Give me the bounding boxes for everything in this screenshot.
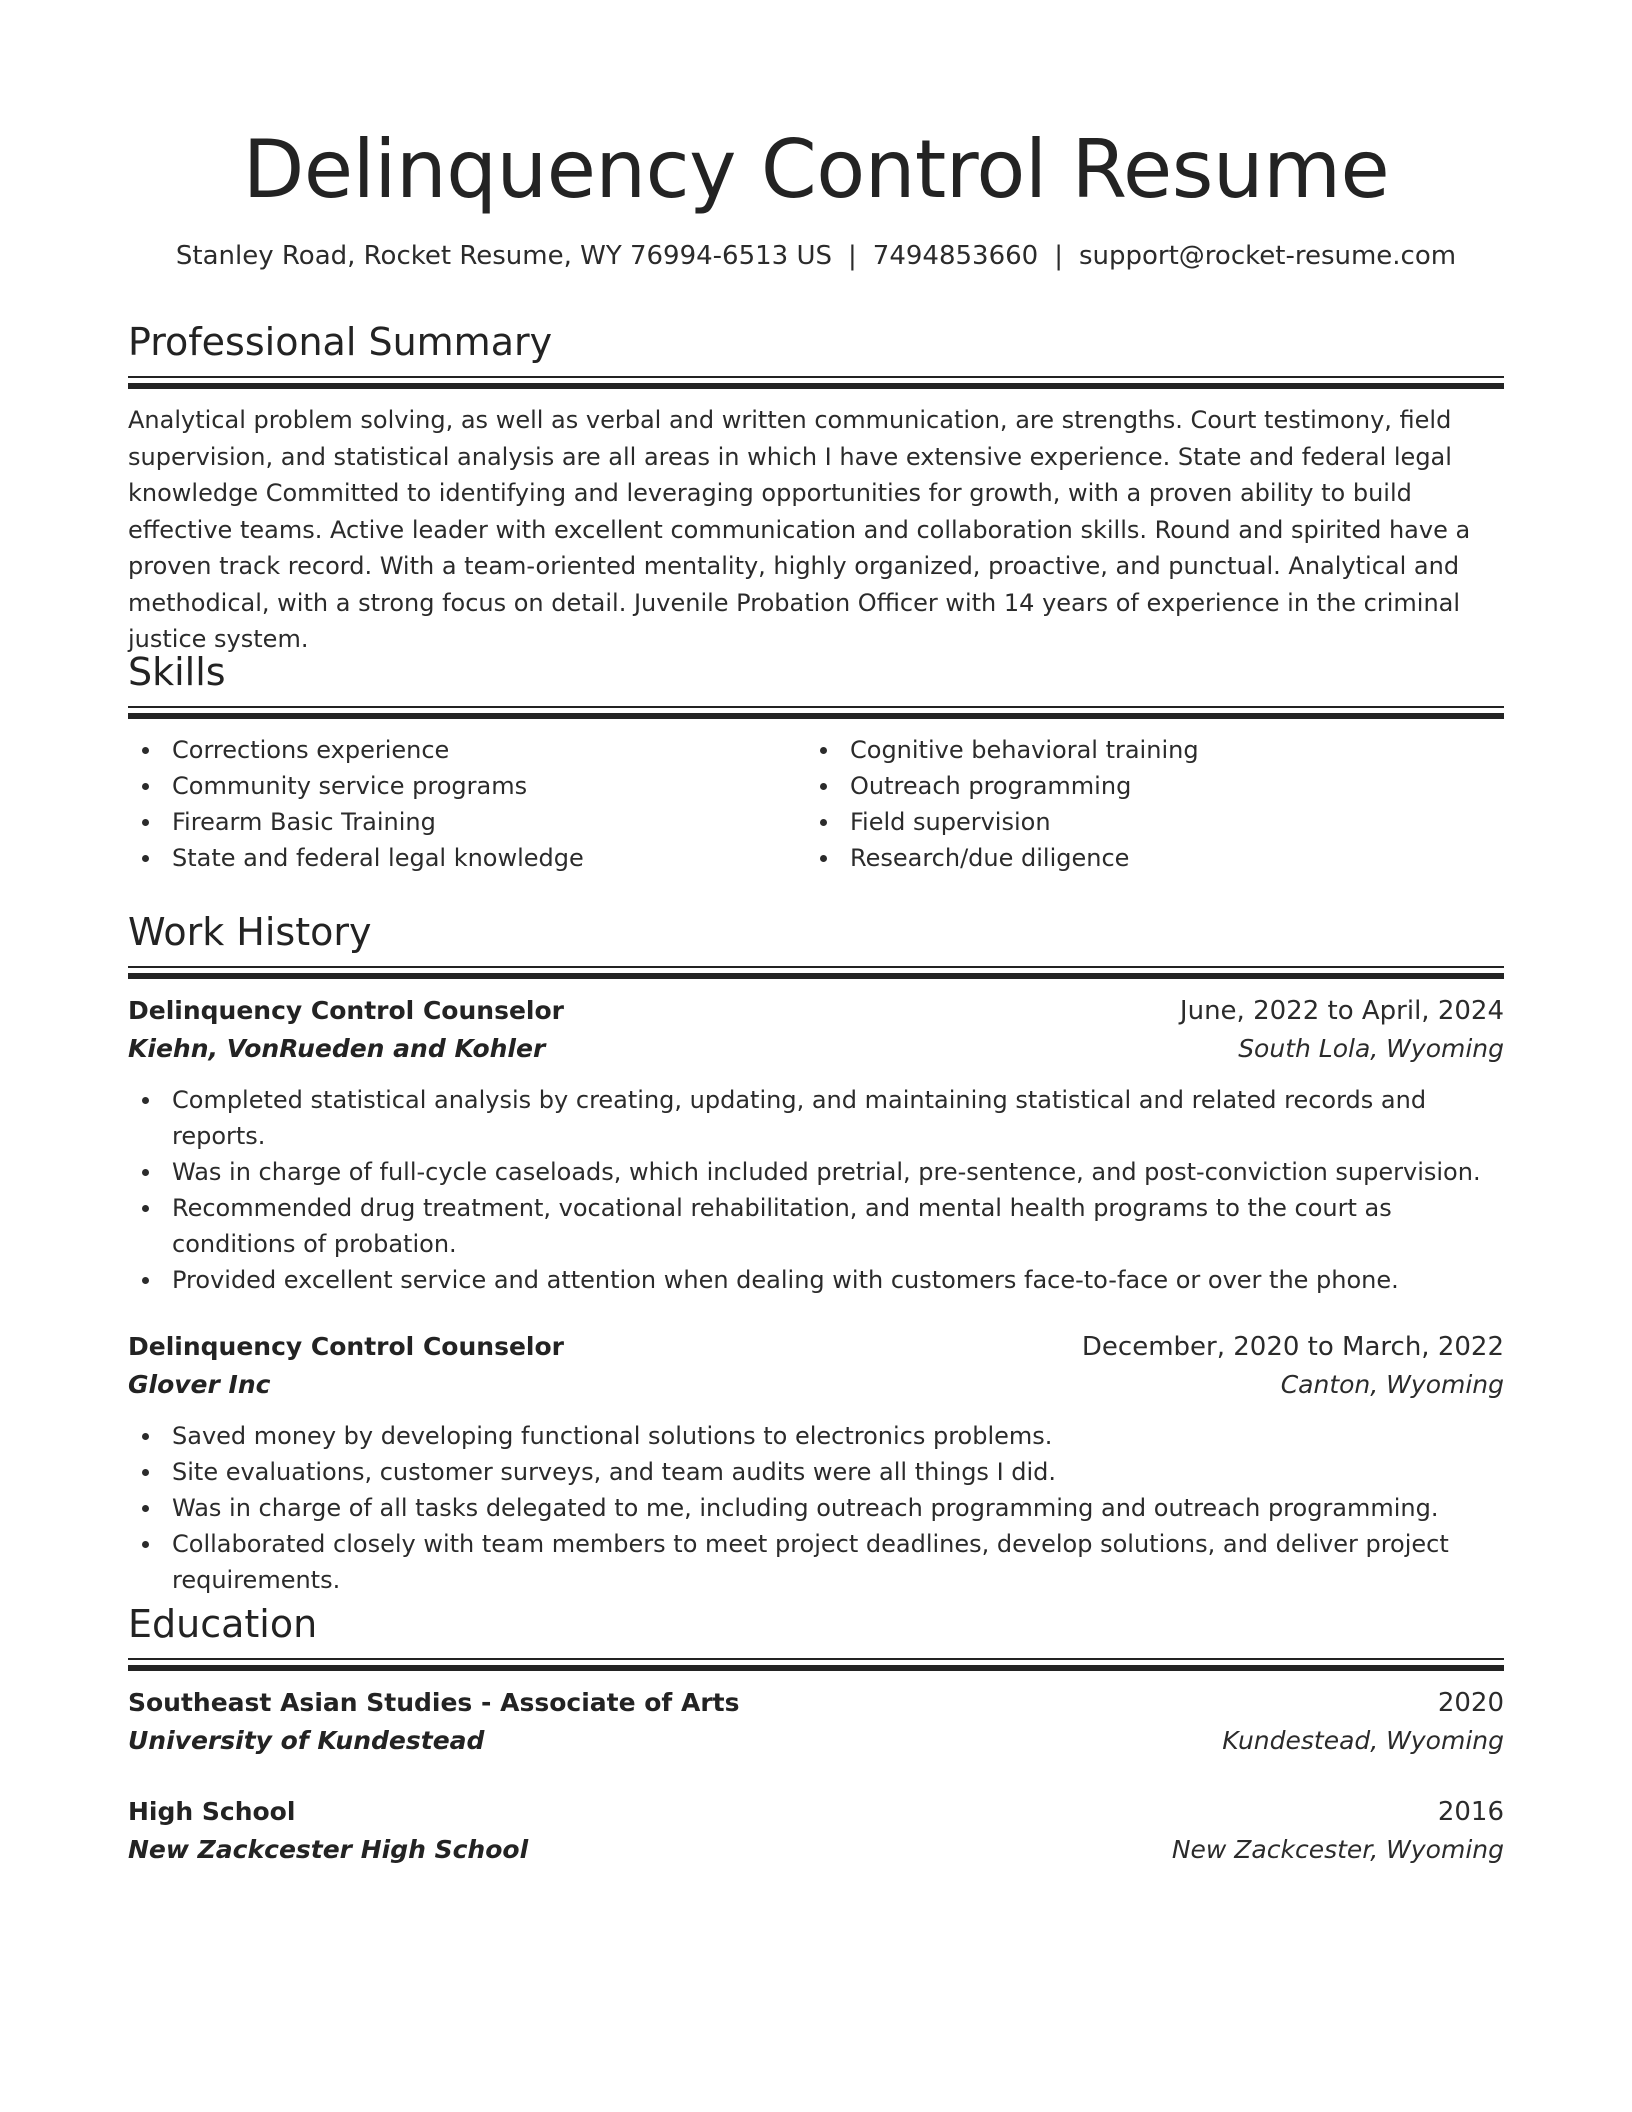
summary-section — [128, 318, 1504, 658]
contact-line — [128, 238, 1504, 274]
section-heading-summary: Professional Summary — [128, 320, 553, 364]
job-company: Kiehn, VonRueden and Kohler — [128, 1034, 546, 1063]
section-divider — [128, 1658, 1504, 1670]
education-section — [128, 1600, 1504, 1869]
section-divider — [128, 376, 1504, 388]
skill-item: Outreach programming — [806, 768, 1484, 804]
education-school: University of Kundestead — [128, 1726, 485, 1755]
education-year: 2016 — [1437, 1797, 1504, 1827]
education-school: New Zackcester High School — [128, 1835, 529, 1864]
job-bullet: Saved money by developing functional solutions to electronics problems. — [128, 1418, 1504, 1454]
job-bullet: Site evaluations, customer surveys, and team audits were all things I did. — [128, 1454, 1504, 1490]
skill-item: State and federal legal knowledge — [128, 840, 806, 876]
job-bullets — [128, 1418, 1504, 1598]
education-school-row — [128, 1722, 1504, 1760]
job-bullet: Provided excellent service and attention when dealing with customers face-to-face or over the phone. — [128, 1262, 1504, 1298]
skill-item: Cognitive behavioral training — [806, 732, 1484, 768]
skills-columns — [128, 732, 1504, 876]
education-location: New Zackcester, Wyoming — [1171, 1835, 1504, 1864]
summary-text: Analytical problem solving, as well as verbal and written communication, are strengths. Court testimony, field supervision, and statistical analysis are all areas in which I have extensive experience. State and federal legal knowledge Committed to identifying and leveraging opportunities for growth, with a proven ability to build effective teams. Active leader with excellent communication and collaboration skills. Round and spirited have a proven track record. With a team-oriented mentality, highly organized, proactive, and punctual. Analytical and methodical, with a strong focus on detail. Juvenile Probation Officer with 14 years of experience in the criminal justice system. — [128, 406, 1471, 653]
contact-phone: 7494853660 — [872, 241, 1039, 271]
contact-separator: | — [1054, 241, 1063, 271]
education-header-row — [128, 1793, 1504, 1831]
contact-email: support@rocket-resume.com — [1078, 241, 1457, 271]
job-title: Delinquency Control Counselor — [128, 996, 564, 1025]
education-degree: High School — [128, 1797, 296, 1826]
education-header-row — [128, 1684, 1504, 1722]
education-entry — [128, 1793, 1504, 1869]
job-bullet: Collaborated closely with team members to meet project deadlines, develop solutions, and deliver project requirements. — [128, 1526, 1504, 1598]
job-dates: June, 2022 to April, 2024 — [1179, 996, 1504, 1026]
section-divider — [128, 706, 1504, 718]
skills-section — [128, 648, 1504, 876]
skill-item: Research/due diligence — [806, 840, 1484, 876]
resume-title: Delinquency Control Resume — [242, 123, 1390, 216]
skill-item: Firearm Basic Training — [128, 804, 806, 840]
skill-item: Community service programs — [128, 768, 806, 804]
education-location: Kundestead, Wyoming — [1222, 1726, 1504, 1755]
job-dates: December, 2020 to March, 2022 — [1081, 1332, 1504, 1362]
skills-list-left — [128, 732, 806, 876]
job-bullet: Was in charge of all tasks delegated to me, including outreach programming and outreach programming. — [128, 1490, 1504, 1526]
job-bullet: Completed statistical analysis by creating, updating, and maintaining statistical and related records and reports. — [128, 1082, 1504, 1154]
job-company-row — [128, 1366, 1504, 1404]
section-heading-skills: Skills — [128, 650, 226, 694]
education-degree: Southeast Asian Studies - Associate of Arts — [128, 1688, 740, 1717]
education-school-row — [128, 1831, 1504, 1869]
skills-list-right — [806, 732, 1484, 876]
job-header-row — [128, 992, 1504, 1030]
job-header-row — [128, 1328, 1504, 1366]
job-bullet: Recommended drug treatment, vocational rehabilitation, and mental health programs to the court as conditions of probation. — [128, 1190, 1504, 1262]
contact-separator: | — [848, 241, 857, 271]
section-divider — [128, 966, 1504, 978]
work-section — [128, 908, 1504, 1598]
job-company-row — [128, 1030, 1504, 1068]
contact-address: Stanley Road, Rocket Resume, WY 76994-6513 US — [175, 241, 833, 271]
job-bullet: Was in charge of full-cycle caseloads, which included pretrial, pre-sentence, and post-conviction supervision. — [128, 1154, 1504, 1190]
job-location: South Lola, Wyoming — [1238, 1034, 1504, 1063]
job-location: Canton, Wyoming — [1280, 1370, 1504, 1399]
education-year: 2020 — [1437, 1688, 1504, 1718]
job-bullets — [128, 1082, 1504, 1298]
job-company: Glover Inc — [128, 1370, 271, 1399]
job-title: Delinquency Control Counselor — [128, 1332, 564, 1361]
section-heading-education: Education — [128, 1602, 318, 1646]
job-entry — [128, 992, 1504, 1298]
section-heading-work: Work History — [128, 910, 372, 954]
skill-item: Field supervision — [806, 804, 1484, 840]
education-entry — [128, 1684, 1504, 1760]
job-entry — [128, 1328, 1504, 1598]
skill-item: Corrections experience — [128, 732, 806, 768]
